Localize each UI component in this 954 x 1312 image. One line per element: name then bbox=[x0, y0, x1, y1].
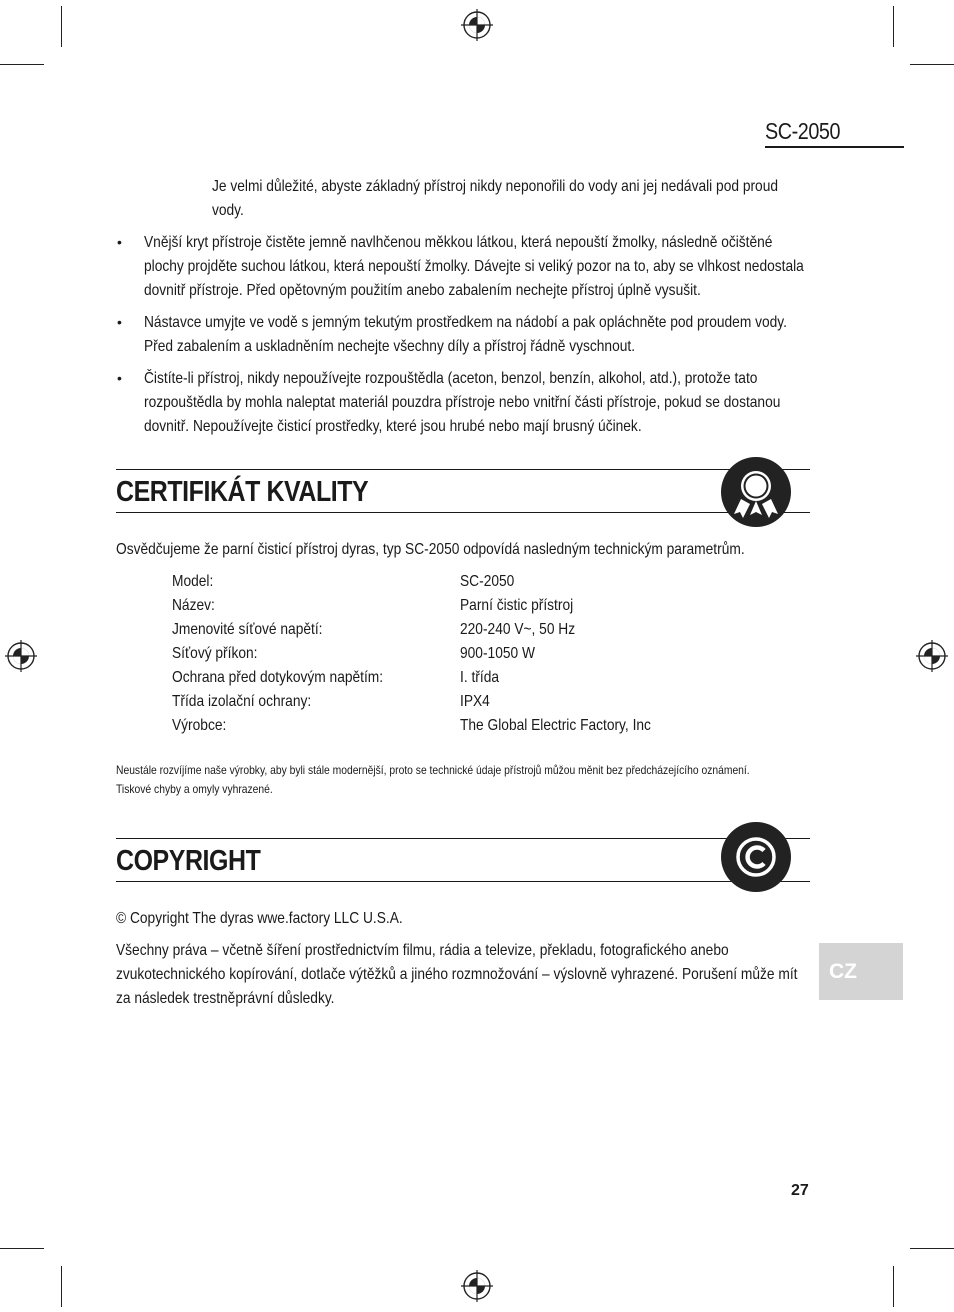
trim-mark bbox=[910, 1248, 954, 1249]
disclaimer-line: Tiskové chyby a omyly vyhrazené. bbox=[116, 782, 273, 796]
spec-value: I. třída bbox=[460, 669, 500, 686]
spec-label: Model: bbox=[172, 573, 214, 590]
bullet-marker: • bbox=[117, 370, 122, 386]
trim-mark bbox=[61, 1266, 62, 1307]
section-top-rule bbox=[116, 838, 810, 839]
intro-line: Je velmi důležité, abyste základný přístroj nikdy neponořili do vody ani jej nedávali pod proud bbox=[212, 178, 779, 195]
certificate-title: CERTIFIKÁT KVALITY bbox=[116, 476, 369, 508]
copyright-line: © Copyright The dyras wwe.factory LLC U.S.A. bbox=[116, 910, 403, 927]
spec-label: Výrobce: bbox=[172, 717, 227, 734]
quality-seal-icon bbox=[721, 457, 791, 527]
bullet-line: Nástavce umyjte ve vodě s jemným tekutým prostředkem na nádobí a pak opláchněte pod proudem vody. bbox=[144, 314, 787, 331]
bullet-line: rozpouštědla by mohla naleptat materiál pouzdra přístroje nebo vnitřní části přístroje, pokud se dostanou bbox=[144, 394, 781, 411]
bullet-line: dovnitř přístroje. Před opětovným použitím anebo zabalením nechejte přístroj úplně vysušit. bbox=[144, 282, 701, 299]
trim-mark bbox=[0, 1248, 44, 1249]
trim-mark bbox=[0, 64, 44, 65]
bullet-line: plochy projděte suchou látkou, která nepouští žmolky. Dávejte si veliký pozor na to, aby se vlhkost nedostala bbox=[144, 258, 804, 275]
spec-label: Ochrana před dotykovým napětím: bbox=[172, 669, 384, 686]
spec-value: 900-1050 W bbox=[460, 645, 535, 662]
bullet-line: dovnitř. Nepoužívejte čisticí prostředky, které jsou hrubé nebo mají brusný účinek. bbox=[144, 418, 642, 435]
copyright-icon bbox=[721, 822, 791, 892]
copyright-paragraph-line: Všechny práva – včetně šíření prostřednictvím filmu, rádia a televize, překladu, fotografického anebo bbox=[116, 942, 729, 959]
section-bottom-rule bbox=[116, 881, 810, 882]
copyright-paragraph-line: zvukotechnického kopírování, dotlače výtěžků a jiného rozmnožování – výslovně vyhrazené. Porušení může mít bbox=[116, 966, 798, 983]
copyright-paragraph-line: za následek trestněprávní důsledky. bbox=[116, 990, 335, 1007]
bullet-line: Čistíte-li přístroj, nikdy nepoužívejte rozpouštědla (aceton, benzol, benzín, alkohol, atd.), protože tato bbox=[144, 370, 758, 387]
bullet-line: Vnější kryt přístroje čistěte jemně navlhčenou měkkou látkou, která nepouští žmolky, následně očištěné bbox=[144, 234, 773, 251]
registration-mark-icon bbox=[5, 640, 37, 672]
spec-value: 220-240 V~, 50 Hz bbox=[460, 621, 576, 638]
trim-mark bbox=[893, 1266, 894, 1307]
bullet-marker: • bbox=[117, 314, 122, 330]
certificate-intro: Osvědčujeme že parní čisticí přístroj dyras, typ SC-2050 odpovídá nasledným technickým parametrům. bbox=[116, 541, 745, 558]
intro-line: vody. bbox=[212, 202, 244, 219]
page-number: 27 bbox=[791, 1182, 809, 1199]
registration-mark-icon bbox=[461, 9, 493, 41]
header-underline bbox=[765, 146, 904, 148]
spec-value: Parní čistic přístroj bbox=[460, 597, 574, 614]
trim-mark bbox=[61, 6, 62, 47]
registration-mark-icon bbox=[916, 640, 948, 672]
bullet-line: Před zabalením a uskladněním nechejte všechny díly a přístroj řádně vyschnout. bbox=[144, 338, 636, 355]
language-tab-label: CZ bbox=[829, 960, 857, 983]
spec-label: Síťový příkon: bbox=[172, 645, 258, 662]
section-bottom-rule bbox=[116, 512, 810, 513]
registration-mark-icon bbox=[461, 1270, 493, 1302]
spec-value: SC-2050 bbox=[460, 573, 515, 590]
trim-mark bbox=[910, 64, 954, 65]
copyright-title: COPYRIGHT bbox=[116, 845, 261, 877]
model-header: SC-2050 bbox=[765, 118, 841, 144]
bullet-marker: • bbox=[117, 234, 122, 250]
spec-label: Název: bbox=[172, 597, 215, 614]
disclaimer-line: Neustále rozvíjíme naše výrobky, aby byli stále modernější, proto se technické údaje přístrojů můžou měnit bez předcházejícího oznámení. bbox=[116, 763, 750, 777]
spec-label: Třída izolační ochrany: bbox=[172, 693, 312, 710]
spec-value: IPX4 bbox=[460, 693, 490, 710]
trim-mark bbox=[893, 6, 894, 47]
section-top-rule bbox=[116, 469, 810, 470]
spec-label: Jmenovité síťové napětí: bbox=[172, 621, 323, 638]
spec-value: The Global Electric Factory, Inc bbox=[460, 717, 651, 734]
